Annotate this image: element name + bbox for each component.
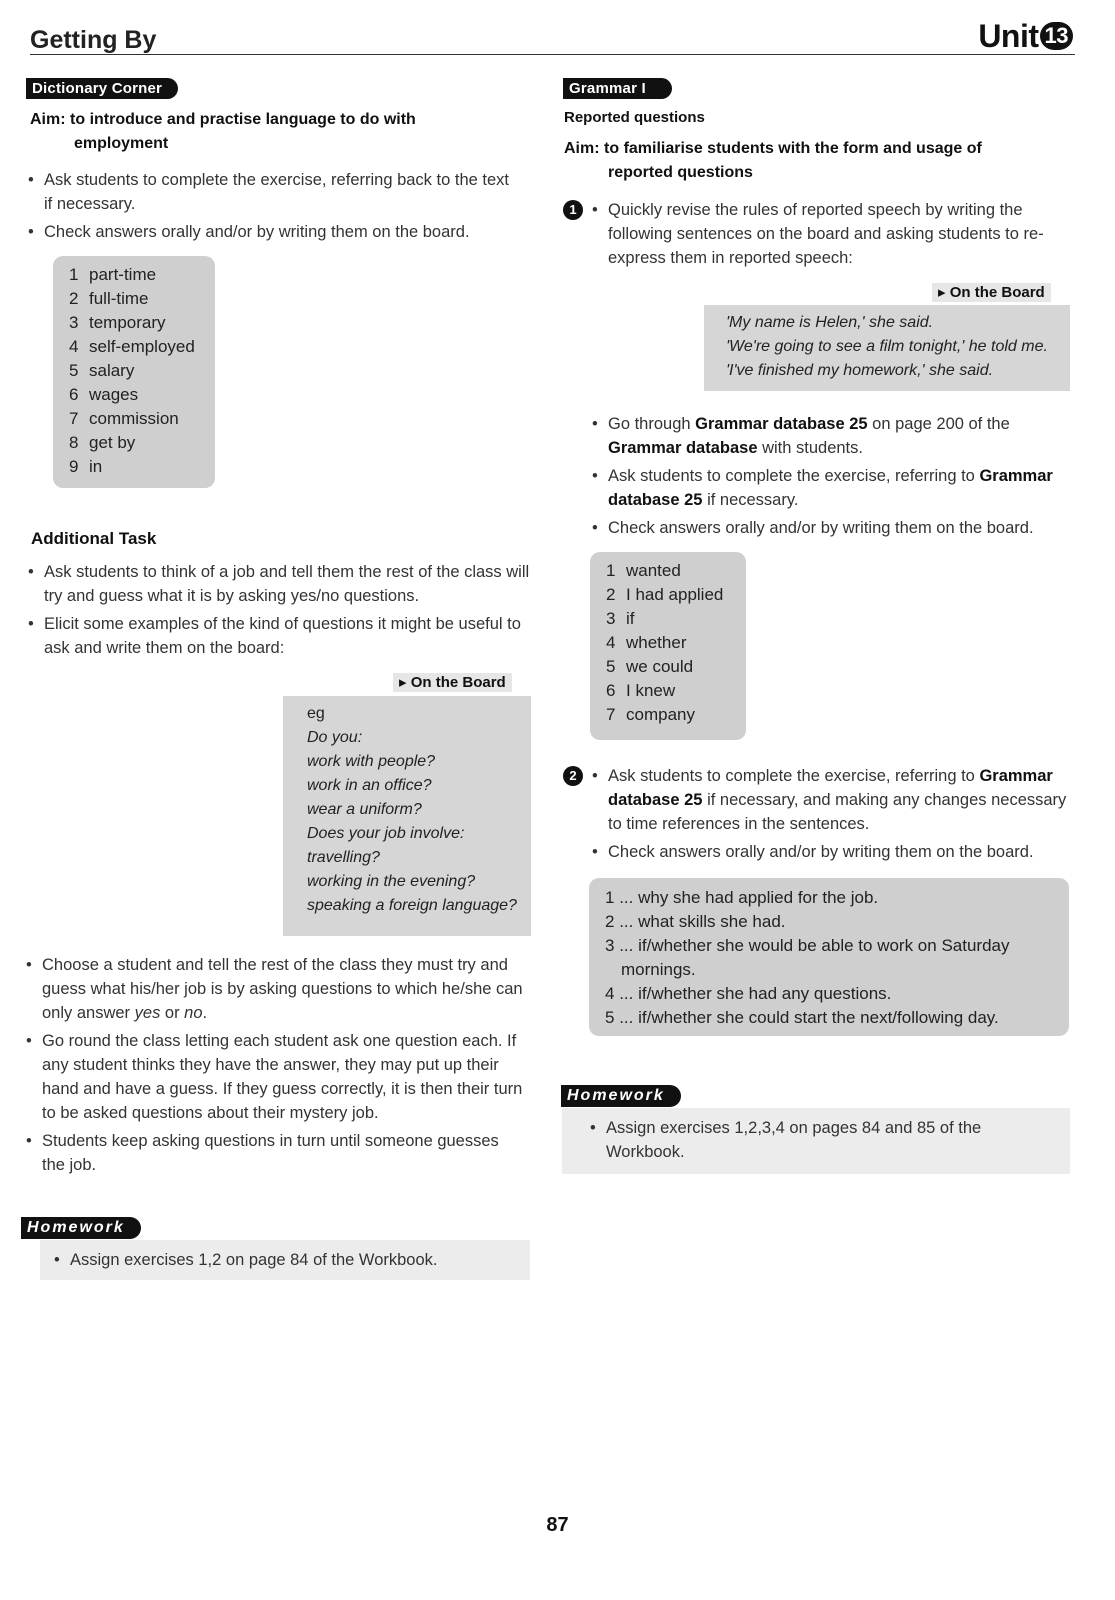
list-item: • Assign exercises 1,2 on page 84 of the Workbook. — [54, 1248, 530, 1272]
board-line: 'I've finished my homework,' she said. — [726, 362, 994, 379]
grammar-answer-key-1 — [590, 552, 746, 740]
grammar-label: Grammar I — [563, 78, 672, 99]
list-item: • Ask students to complete the exercise, referring back to the text if necessary. — [28, 168, 518, 216]
answer-row: 1 part-time — [69, 265, 157, 284]
homework-tag-right — [561, 1085, 681, 1107]
list-item: • Go through Grammar database 25 on page 200 of the Grammar database with students. — [592, 412, 1070, 460]
grammar-bullets — [592, 412, 1070, 544]
exercise-2-badge: 2 — [563, 766, 583, 786]
grammar-subheading: Reported questions — [564, 109, 705, 126]
answer-row: 2 ... what skills she had. — [605, 912, 786, 931]
answer-row: 5 ... if/whether she could start the next/following day. — [605, 1008, 999, 1027]
homework-list — [590, 1116, 990, 1164]
homework-tag-left — [21, 1217, 141, 1239]
page-number: 87 — [546, 1514, 569, 1536]
answer-row: 4 ... if/whether she had any questions. — [605, 984, 892, 1003]
list-item: • Check answers orally and/or by writing them on the board. — [592, 516, 1070, 540]
answer-row: 5 we could — [606, 657, 694, 676]
exercise-1-badge: 1 — [563, 200, 583, 220]
dictionary-corner-label: Dictionary Corner — [26, 78, 178, 99]
answer-row: 3 if — [606, 609, 635, 628]
answer-row: 9 in — [69, 457, 103, 476]
list-item: • Go round the class letting each student ask one question each. If any student thinks they have the answer, they may put up their hand and have a guess. If they guess correctly, it is then their turn to be asked questions about their mystery job. — [26, 1029, 526, 1125]
answer-row: 1 ... why she had applied for the job. — [605, 888, 879, 907]
answer-row: 7 company — [606, 705, 695, 724]
answer-row: 8 get by — [69, 433, 136, 452]
answer-row: 4 whether — [606, 633, 687, 652]
aim-text-2: reported questions — [608, 164, 753, 181]
board-line: wear a uniform? — [307, 801, 422, 818]
aim-text-1: to familiarise students with the form and usage of — [604, 140, 982, 157]
homework-label: Homework — [21, 1217, 141, 1239]
board-line: work with people? — [307, 753, 436, 770]
on-the-board-box — [283, 696, 531, 936]
homework-box-right — [562, 1108, 1070, 1174]
list-item: • Ask students to complete the exercise, referring to Grammar database 25 if necessary. — [592, 464, 1070, 512]
grammar-aim — [564, 137, 1064, 185]
on-the-board-label: ▸ On the Board — [393, 673, 512, 692]
aim-label: Aim: — [30, 111, 66, 128]
answer-row: 5 salary — [69, 361, 135, 380]
additional-task-heading: Additional Task — [31, 529, 157, 548]
answer-row: 4 self-employed — [69, 337, 195, 356]
dictionary-aim — [30, 108, 530, 156]
on-the-board-label: ▸ On the Board — [932, 283, 1051, 302]
grammar-tag — [563, 78, 672, 99]
list-item: • Quickly revise the rules of reported speech by writing the following sentences on the board and asking students to re-express them in reported speech: — [592, 198, 1062, 270]
aim-text-2: employment — [74, 135, 169, 152]
list-item: • Assign exercises 1,2,3,4 on pages 84 and 85 of the Workbook. — [590, 1116, 990, 1164]
answer-row: 6 wages — [69, 385, 139, 404]
homework-box-left — [40, 1240, 530, 1280]
on-the-board-box — [704, 305, 1070, 391]
board-line: speaking a foreign language? — [307, 897, 517, 914]
board-line: 'My name is Helen,' she said. — [726, 314, 934, 331]
answer-row: 2 I had applied — [606, 585, 724, 604]
play-icon: ▸ — [938, 284, 950, 301]
answer-row: 1 wanted — [606, 561, 681, 580]
answer-row: 3 ... if/whether she would be able to work on Saturday mornings. — [605, 936, 1010, 979]
list-item: • Ask students to complete the exercise, referring to Grammar database 25 if necessary, and making any changes necessary to time references in the sentences. — [592, 764, 1070, 836]
answer-row: 3 temporary — [69, 313, 166, 332]
list-item: • Students keep asking questions in turn until someone guesses the job. — [26, 1129, 526, 1177]
homework-label: Homework — [561, 1085, 681, 1107]
exercise-1-bullets — [592, 198, 1062, 274]
unit-number-badge: 13 — [1040, 22, 1073, 50]
unit-word: Unit — [978, 18, 1039, 54]
dictionary-corner-tag — [26, 78, 178, 99]
board-line: 'We're going to see a film tonight,' he told me. — [726, 338, 1048, 355]
grammar-answer-key-2 — [589, 878, 1069, 1036]
answer-row: 6 I knew — [606, 681, 676, 700]
list-item: • Check answers orally and/or by writing them on the board. — [28, 220, 518, 244]
list-item: • Check answers orally and/or by writing them on the board. — [592, 840, 1070, 864]
list-item: • Choose a student and tell the rest of the class they must try and guess what his/her job is by asking questions to which he/she can only answer yes or no. — [26, 953, 526, 1025]
board-line: working in the evening? — [307, 873, 476, 890]
board-line: Do you: — [307, 729, 363, 746]
header-rule — [30, 54, 1075, 55]
additional-task-bullets — [28, 560, 533, 664]
exercise-2-bullets — [592, 764, 1070, 868]
dictionary-answer-key — [53, 256, 215, 488]
unit-label — [978, 18, 1073, 55]
dictionary-bullets — [28, 168, 518, 248]
list-item: • Elicit some examples of the kind of questions it might be useful to ask and write them on the board: — [28, 612, 533, 660]
aim-text-1: to introduce and practise language to do with — [70, 111, 416, 128]
answer-row: 7 commission — [69, 409, 179, 428]
board-line: eg — [307, 705, 325, 722]
play-icon: ▸ — [399, 674, 411, 691]
list-item: • Ask students to think of a job and tell them the rest of the class will try and guess what it is by asking yes/no questions. — [28, 560, 533, 608]
board-line: travelling? — [307, 849, 380, 866]
homework-list — [54, 1248, 530, 1272]
answer-row: 2 full-time — [69, 289, 149, 308]
aim-label: Aim: — [564, 140, 600, 157]
board-line: Does your job involve: — [307, 825, 465, 842]
additional-task-bullets-2 — [26, 953, 526, 1181]
board-line: work in an office? — [307, 777, 432, 794]
running-title: Getting By — [30, 26, 157, 54]
